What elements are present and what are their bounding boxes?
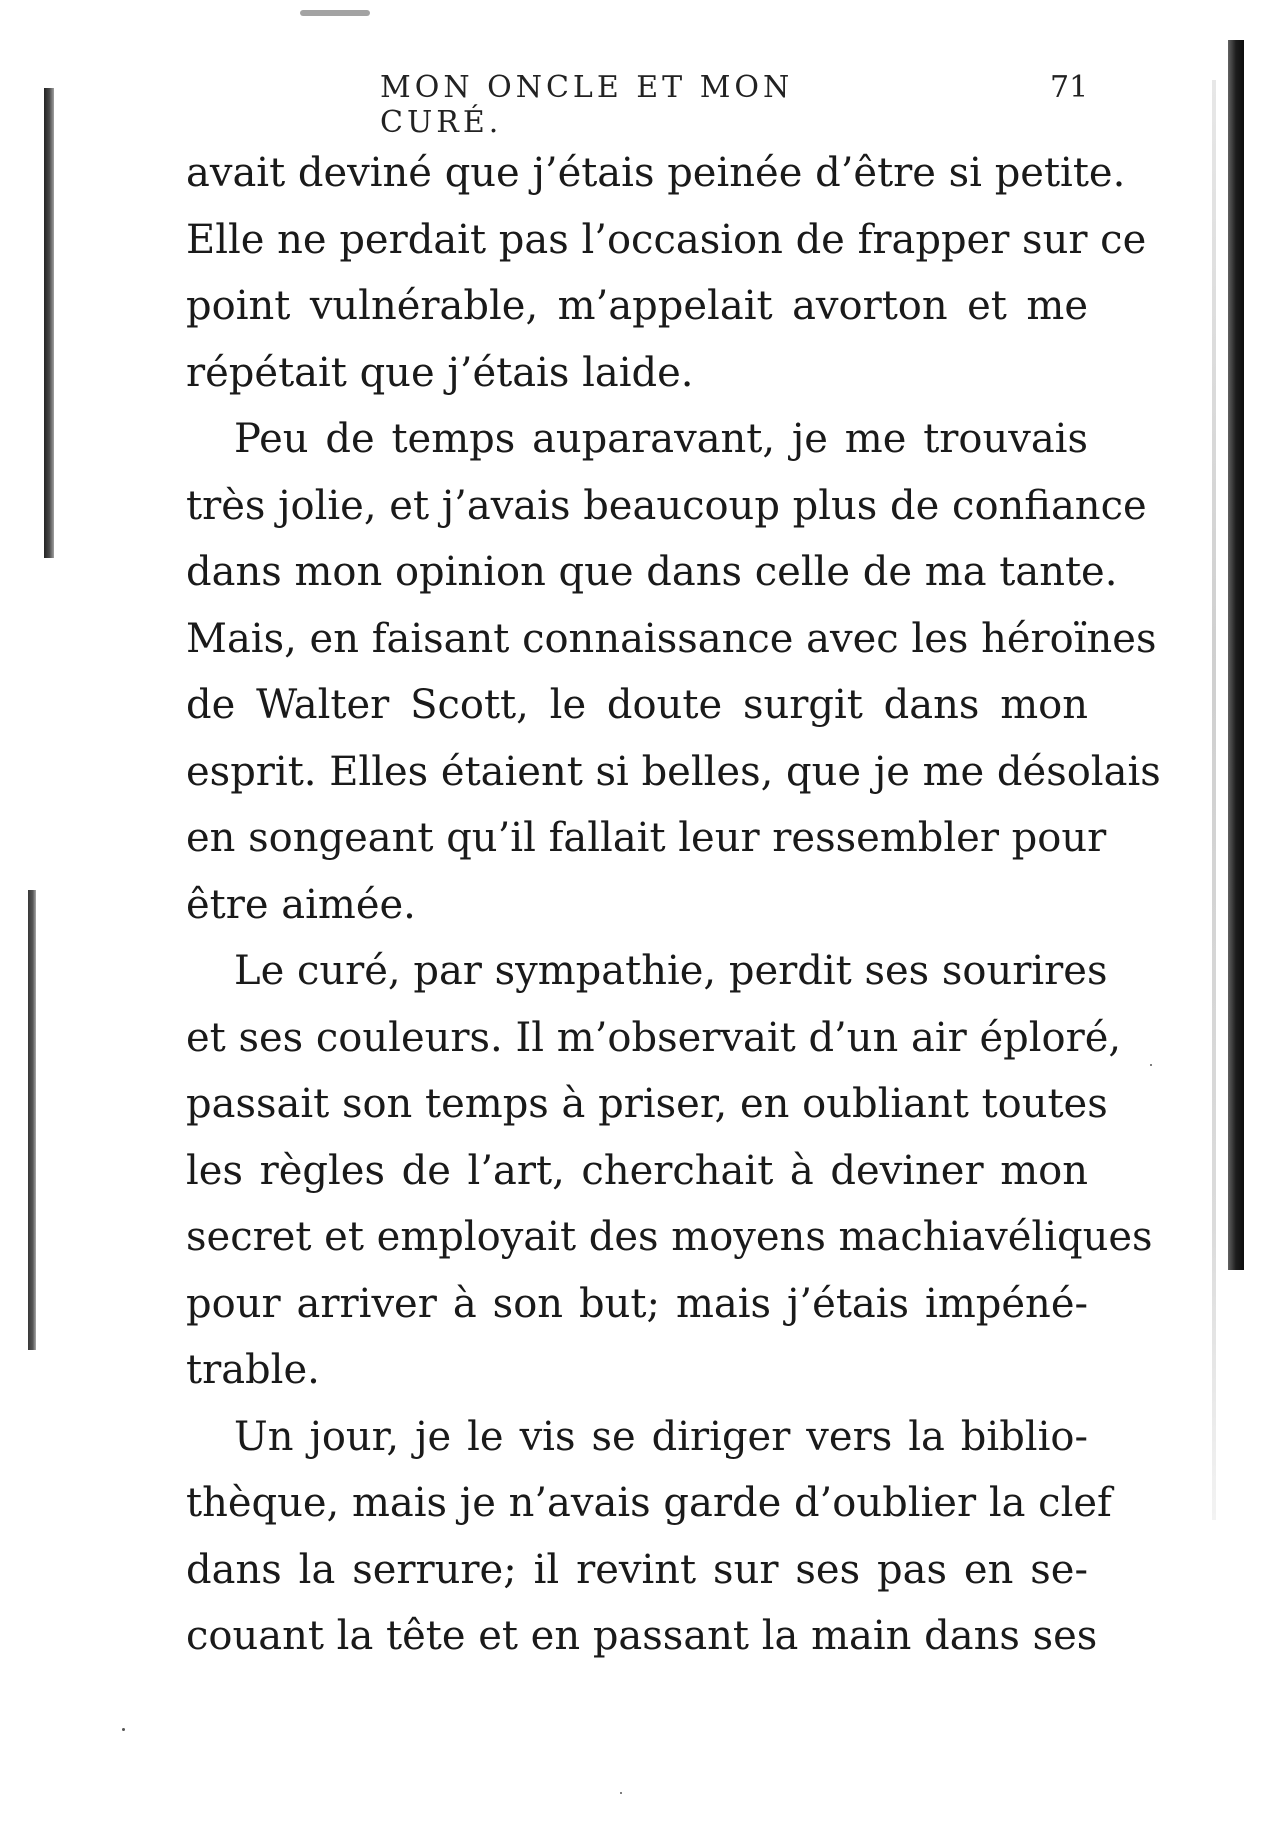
text-line: les règles de l’art, cherchait à deviner mon [186,1147,1088,1194]
binding-shadow-right [1228,40,1244,1270]
text-line: couant la tête et en passant la main dans ses [186,1613,1098,1659]
text-line: thèque, mais je n’avais garde d’oublier la clef [186,1480,1112,1526]
text-line: Mais, en faisant connaissance avec les héroïnes [186,615,1157,662]
text-line: trable. [186,1347,320,1393]
text-line: Elle ne perdait pas l’occasion de frapper sur ce [186,216,1147,263]
text-line: répétait que j’étais laide. [186,349,694,396]
text-line: avait deviné que j’étais peinée d’être si petite. [186,150,1126,196]
page-number: 71 [1050,70,1089,105]
binding-shadow-left-bottom [28,890,36,1350]
text-line: secret et employait des moyens machiavéliques [186,1214,1153,1260]
text-line: être aimée. [186,881,416,928]
scan-speck [122,1728,125,1731]
scan-speck [620,1792,622,1794]
text-line: Peu de temps auparavant, je me trouvais [234,416,1088,462]
text-line: passait son temps à priser, en oubliant toutes [186,1081,1108,1127]
body-text [186,140,1161,1670]
text-line: esprit. Elles étaient si belles, que je me désolais [186,748,1161,795]
text-line: Le curé, par sympathie, perdit ses sourires [234,948,1108,994]
binding-shadow-left-top [44,88,54,558]
text-line: pour arriver à son but; mais j’étais impéné- [186,1280,1088,1327]
text-line: dans la serrure; il revint sur ses pas en se- [186,1546,1088,1593]
scan-speck [1150,1064,1152,1066]
scan-smudge [300,10,370,16]
text-line: et ses couleurs. Il m’observait d’un air éploré, [186,1014,1122,1061]
text-line: point vulnérable, m’appelait avorton et me [186,283,1088,329]
text-line: en songeant qu’il fallait leur ressembler pour [186,815,1107,861]
text-line: de Walter Scott, le doute surgit dans mon [186,682,1088,728]
text-line: Un jour, je le vis se diriger vers la biblio- [234,1413,1088,1460]
page-edge-right [1212,80,1216,1520]
running-title: MON ONCLE ET MON CURÉ. [380,70,794,140]
text-line: dans mon opinion que dans celle de ma tante. [186,549,1118,595]
text-line: très jolie, et j’avais beaucoup plus de confiance [186,482,1147,529]
